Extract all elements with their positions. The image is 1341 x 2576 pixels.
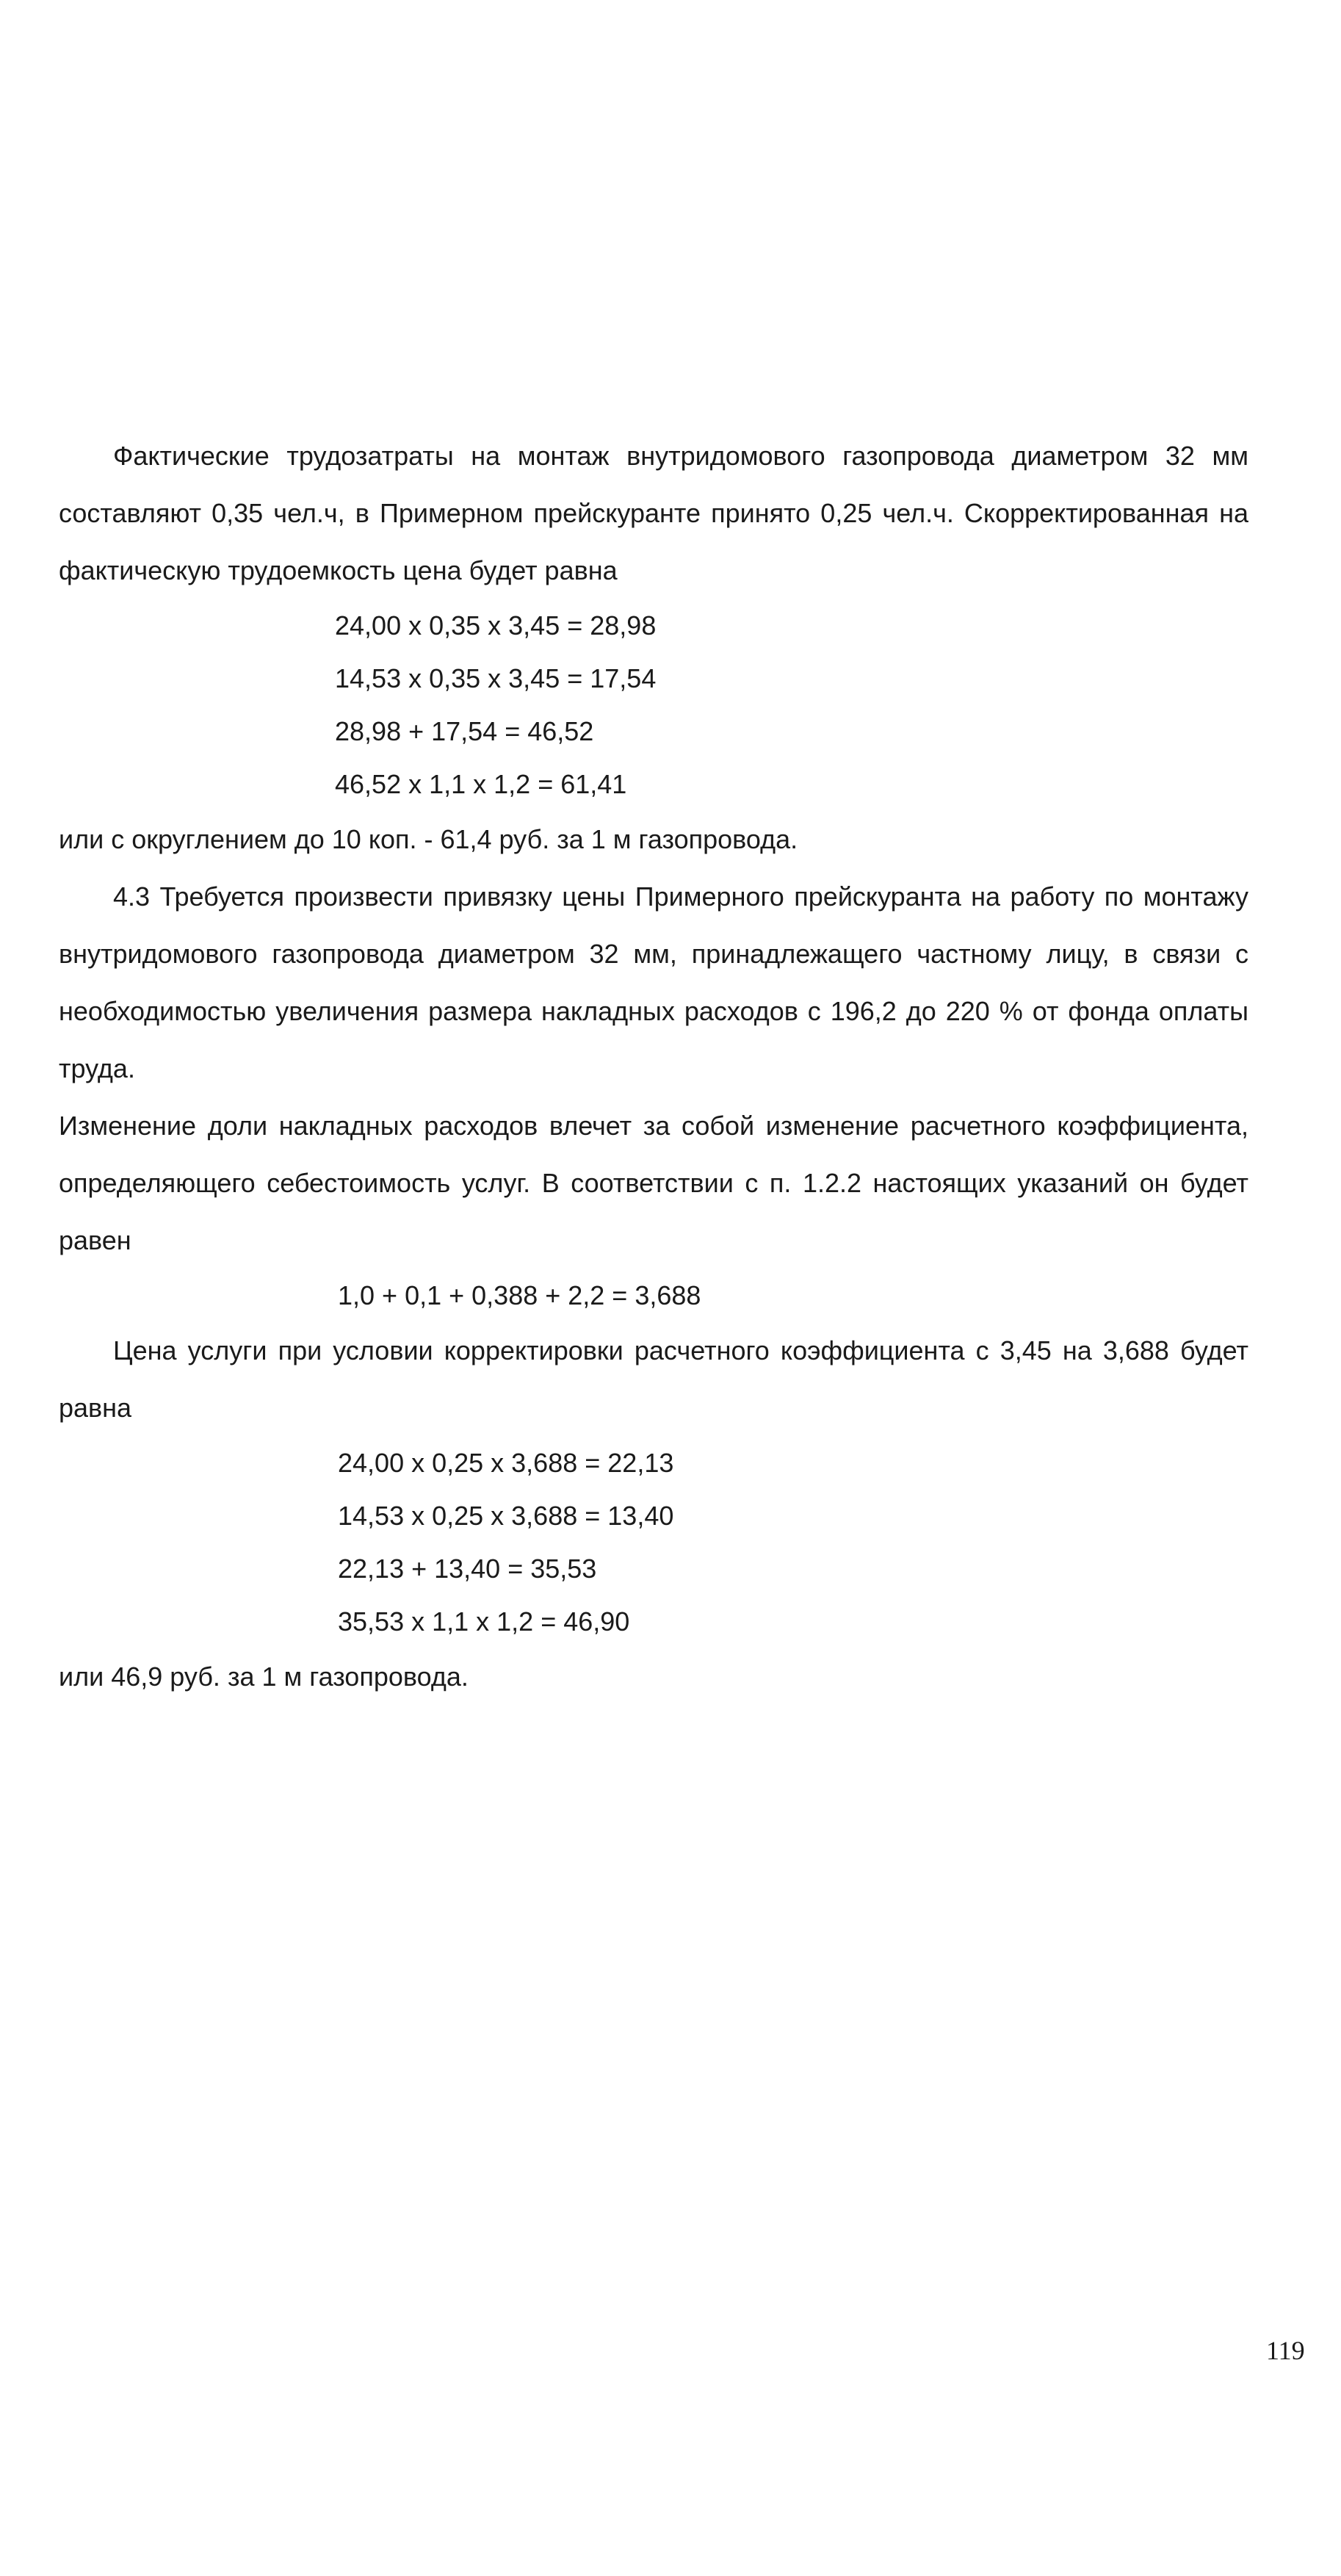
paragraph-labor-costs: Фактические трудозатраты на монтаж внутридомового газопровода диаметром 32 мм составляют 0,35 чел.ч, в Примерном прейскуранте принято 0,25 чел.ч. Скорректированная на фактическую трудоемкость цена будет равна: [59, 441, 1248, 585]
paragraph-adjusted-price: Цена услуги при условии корректировки расчетного коэффициента с 3,45 на 3,688 будет равна: [59, 1335, 1248, 1423]
formula-line: 22,13 + 13,40 = 35,53: [338, 1554, 597, 1584]
paragraph-overhead-change: Изменение доли накладных расходов влечет за собой изменение расчетного коэффициента, определяющего себестоимость услуг. В соответствии с п. 1.2.2 настоящих указаний он будет равен: [59, 1111, 1248, 1255]
page-number: 119: [1266, 2336, 1305, 2365]
result-rounded-price: или с округлением до 10 коп. - 61,4 руб. за 1 м газопровода.: [59, 824, 798, 854]
formula-line: 46,52 х 1,1 х 1,2 = 61,41: [335, 769, 627, 799]
formula-line: 24,00 х 0,35 х 3,45 = 28,98: [335, 610, 657, 641]
formula-line: 14,53 х 0,25 х 3,688 = 13,40: [338, 1501, 674, 1531]
formula-line: 28,98 + 17,54 = 46,52: [335, 716, 594, 746]
paragraph-section-4-3: 4.3 Требуется произвести привязку цены Примерного прейскуранта на работу по монтажу внутридомового газопровода диаметром 32 мм, принадлежащего частному лицу, в связи с необходимостью увеличения размера накладных расходов с 196,2 до 220 % от фонда оплаты труда.: [59, 881, 1248, 1083]
formula-line: 35,53 х 1,1 х 1,2 = 46,90: [338, 1606, 630, 1637]
result-final-price: или 46,9 руб. за 1 м газопровода.: [59, 1662, 469, 1692]
formula-line: 14,53 х 0,35 х 3,45 = 17,54: [335, 663, 657, 693]
formula-line: 24,00 х 0,25 х 3,688 = 22,13: [338, 1448, 674, 1478]
document-body: [59, 427, 1248, 1706]
formula-coefficient: 1,0 + 0,1 + 0,388 + 2,2 = 3,688: [338, 1280, 701, 1310]
